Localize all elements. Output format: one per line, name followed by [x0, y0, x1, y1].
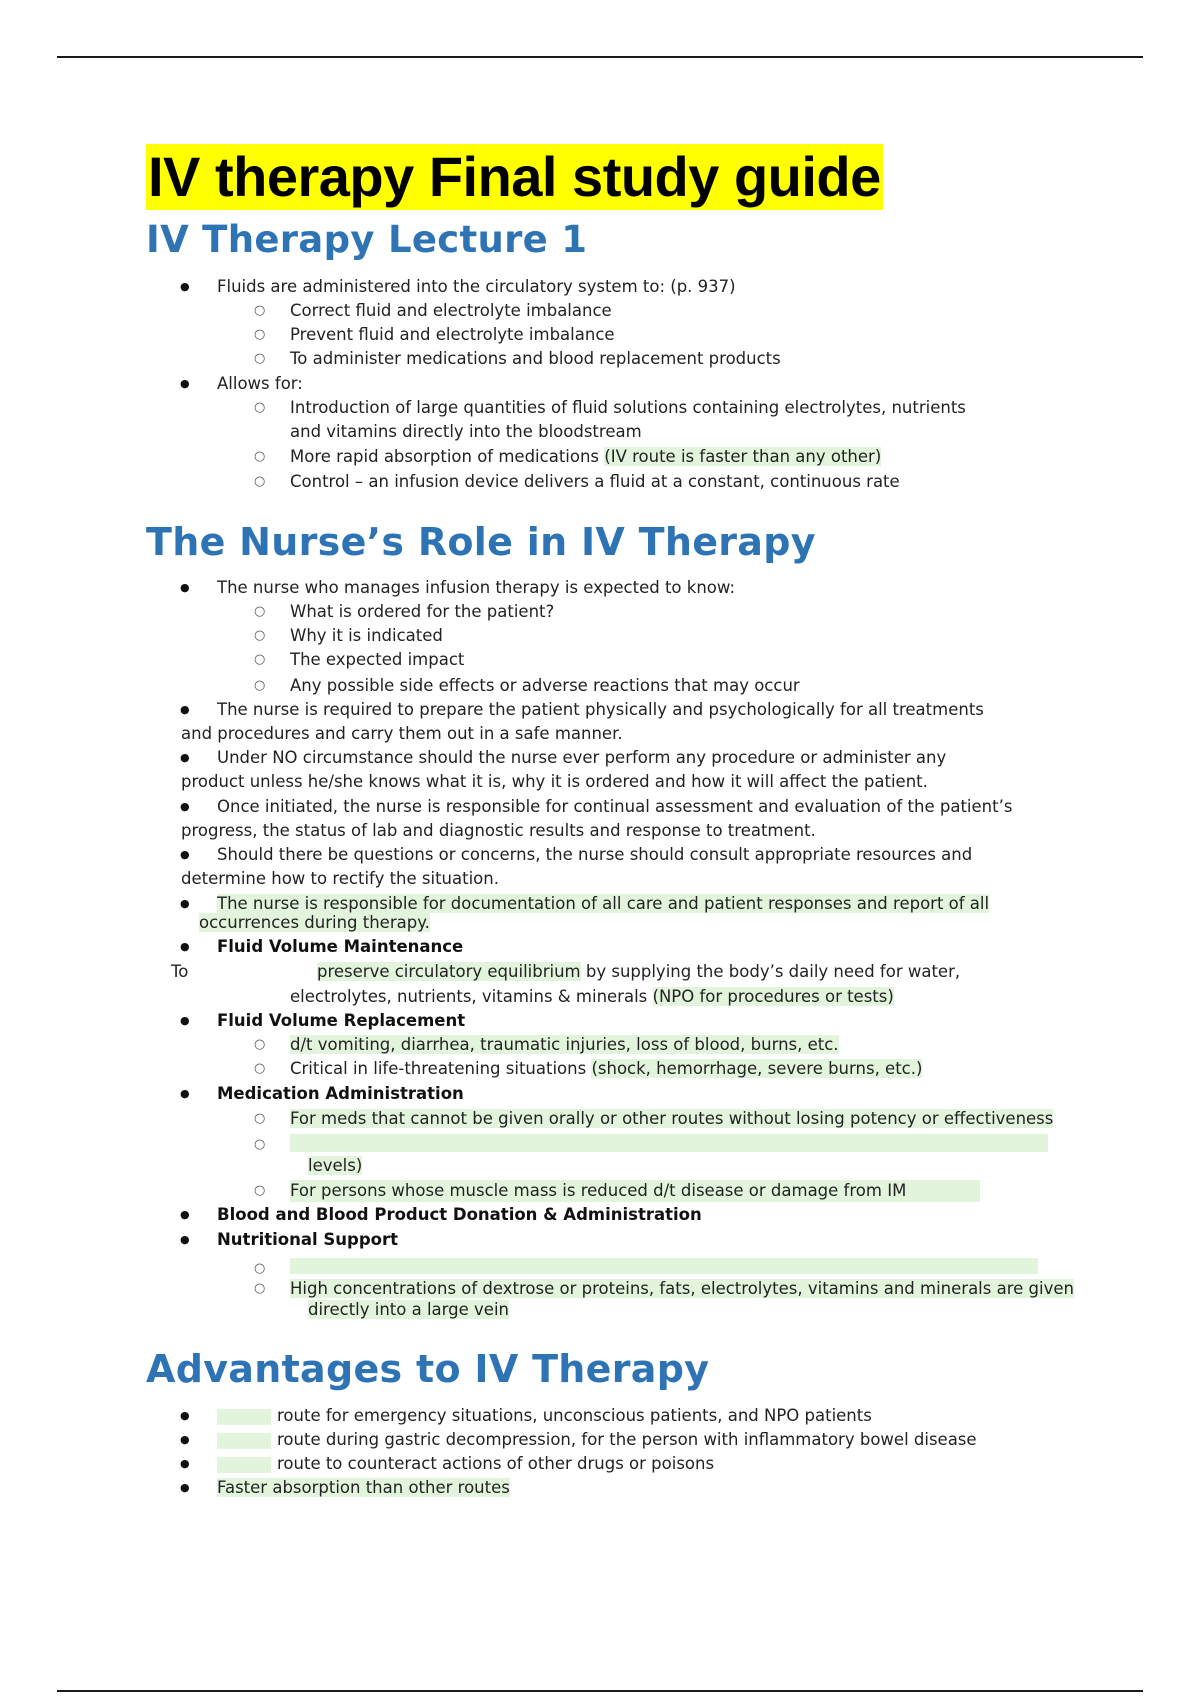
paragraph-line: The nurse is required to prepare the patient physically and psychologically for all treatments — [217, 700, 984, 719]
list-item: To — [171, 962, 189, 981]
paragraph-line: and procedures and carry them out in a safe manner. — [181, 724, 623, 743]
bullet: ● — [180, 800, 190, 813]
bullet: ○ — [254, 303, 266, 318]
bullet: ○ — [254, 474, 266, 489]
bullet: ○ — [254, 327, 266, 342]
list-item: What is ordered for the patient? — [290, 602, 555, 621]
subheading-fluid-volume-replacement: Fluid Volume Replacement — [217, 1011, 466, 1030]
list-item: route to counteract actions of other drugs or poisons — [277, 1454, 715, 1473]
list-item: Any possible side effects or adverse reactions that may occur — [290, 676, 800, 695]
heading-lecture-1: IV Therapy Lecture 1 — [146, 218, 588, 261]
list-item: The nurse who manages infusion therapy is expected to know: — [217, 578, 736, 597]
bullet: ○ — [254, 449, 266, 464]
list-item: Faster absorption than other routes — [217, 1478, 510, 1497]
paragraph-line: product unless he/she knows what it is, why it is ordered and how it will affect the patient. — [181, 772, 928, 791]
list-item-continued: levels) — [308, 1156, 363, 1175]
list-item: High concentrations of dextrose or proteins, fats, electrolytes, vitamins and minerals are given — [290, 1279, 1074, 1298]
list-item: route for emergency situations, unconscious patients, and NPO patients — [277, 1406, 872, 1425]
bullet: ● — [180, 1087, 190, 1100]
bullet: ○ — [254, 1281, 266, 1296]
bullet: ● — [180, 703, 190, 716]
subheading-nutritional-support: Nutritional Support — [217, 1230, 399, 1249]
paragraph-line: Should there be questions or concerns, the nurse should consult appropriate resources and — [217, 845, 973, 864]
paragraph-line: occurrences during therapy. — [199, 913, 430, 932]
paragraph-line: Under NO circumstance should the nurse ever perform any procedure or administer any — [217, 748, 947, 767]
highlighted-text: (IV route is faster than any other) — [604, 447, 882, 466]
subheading-blood-products: Blood and Blood Product Donation & Administration — [217, 1205, 702, 1224]
list-item: Allows for: — [217, 374, 303, 393]
list-item: Why it is indicated — [290, 626, 443, 645]
bullet: ● — [180, 1014, 190, 1027]
list-item: Introduction of large quantities of fluid solutions containing electrolytes, nutrients — [290, 398, 966, 417]
list-item: For persons whose muscle mass is reduced d/t disease or damage from IM — [290, 1180, 980, 1202]
bullet: ● — [180, 1409, 190, 1422]
list-item-continued: directly into a large vein — [308, 1300, 509, 1319]
bullet: ● — [180, 280, 190, 293]
list-item: route during gastric decompression, for the person with inflammatory bowel disease — [277, 1430, 977, 1449]
list-item: preserve circulatory equilibrium by supplying the body’s daily need for water, — [317, 962, 961, 981]
bullet: ○ — [254, 1183, 266, 1198]
paragraph-line: determine how to rectify the situation. — [181, 869, 499, 888]
bullet: ○ — [254, 351, 266, 366]
subheading-medication-administration: Medication Administration — [217, 1084, 464, 1103]
list-item: Correct fluid and electrolyte imbalance — [290, 301, 612, 320]
bullet: ● — [180, 751, 190, 764]
bullet: ● — [180, 1433, 190, 1446]
list-item: More rapid absorption of medications (IV route is faster than any other) — [290, 447, 882, 466]
heading-advantages: Advantages to IV Therapy — [146, 1347, 710, 1391]
paragraph-line: The nurse is responsible for documentation of all care and patient responses and report of all — [217, 894, 990, 913]
bullet: ○ — [254, 1061, 266, 1076]
list-item: Prevent fluid and electrolyte imbalance — [290, 325, 615, 344]
bullet: ○ — [254, 1111, 266, 1126]
subheading-fluid-volume-maintenance: Fluid Volume Maintenance — [217, 937, 464, 956]
bullet: ○ — [254, 628, 266, 643]
list-item: d/t vomiting, diarrhea, traumatic injuries, loss of blood, burns, etc. — [290, 1035, 839, 1054]
paragraph-line: Once initiated, the nurse is responsible for continual assessment and evaluation of the patient’s — [217, 797, 1013, 816]
bullet: ● — [180, 1208, 190, 1221]
highlighted-text — [217, 1457, 271, 1473]
heading-nurses-role: The Nurse’s Role in IV Therapy — [146, 520, 816, 564]
list-item-continued: electrolytes, nutrients, vitamins & minerals (NPO for procedures or tests) — [290, 987, 894, 1006]
list-item: Critical in life-threatening situations (shock, hemorrhage, severe burns, etc.) — [290, 1059, 923, 1078]
highlighted-text — [290, 1134, 1048, 1152]
highlighted-text — [217, 1409, 271, 1425]
bullet: ○ — [254, 1261, 266, 1276]
highlighted-text — [217, 1433, 271, 1449]
bullet: ● — [180, 1233, 190, 1246]
bullet: ○ — [254, 400, 266, 415]
bullet: ● — [180, 940, 190, 953]
bullet: ○ — [254, 604, 266, 619]
top-rule — [57, 56, 1143, 58]
bullet: ● — [180, 377, 190, 390]
list-item-continued: and vitamins directly into the bloodstream — [290, 422, 642, 441]
highlighted-text — [290, 1258, 1038, 1274]
paragraph-line: progress, the status of lab and diagnostic results and response to treatment. — [181, 821, 816, 840]
bullet: ● — [180, 848, 190, 861]
bullet: ● — [180, 581, 190, 594]
bullet: ○ — [254, 678, 266, 693]
bullet: ○ — [254, 1037, 266, 1052]
list-item: The expected impact — [290, 650, 465, 669]
page-title: IV therapy Final study guide — [148, 145, 881, 208]
bullet: ● — [180, 897, 190, 910]
list-item: To administer medications and blood replacement products — [290, 349, 781, 368]
list-item: Control – an infusion device delivers a fluid at a constant, continuous rate — [290, 472, 900, 491]
bottom-rule — [57, 1690, 1143, 1692]
bullet: ● — [180, 1457, 190, 1470]
bullet: ○ — [254, 1137, 266, 1152]
list-item: For meds that cannot be given orally or other routes without losing potency or effectiveness — [290, 1109, 1054, 1128]
bullet: ○ — [254, 652, 266, 667]
list-item: Fluids are administered into the circulatory system to: (p. 937) — [217, 277, 736, 296]
bullet: ● — [180, 1481, 190, 1494]
